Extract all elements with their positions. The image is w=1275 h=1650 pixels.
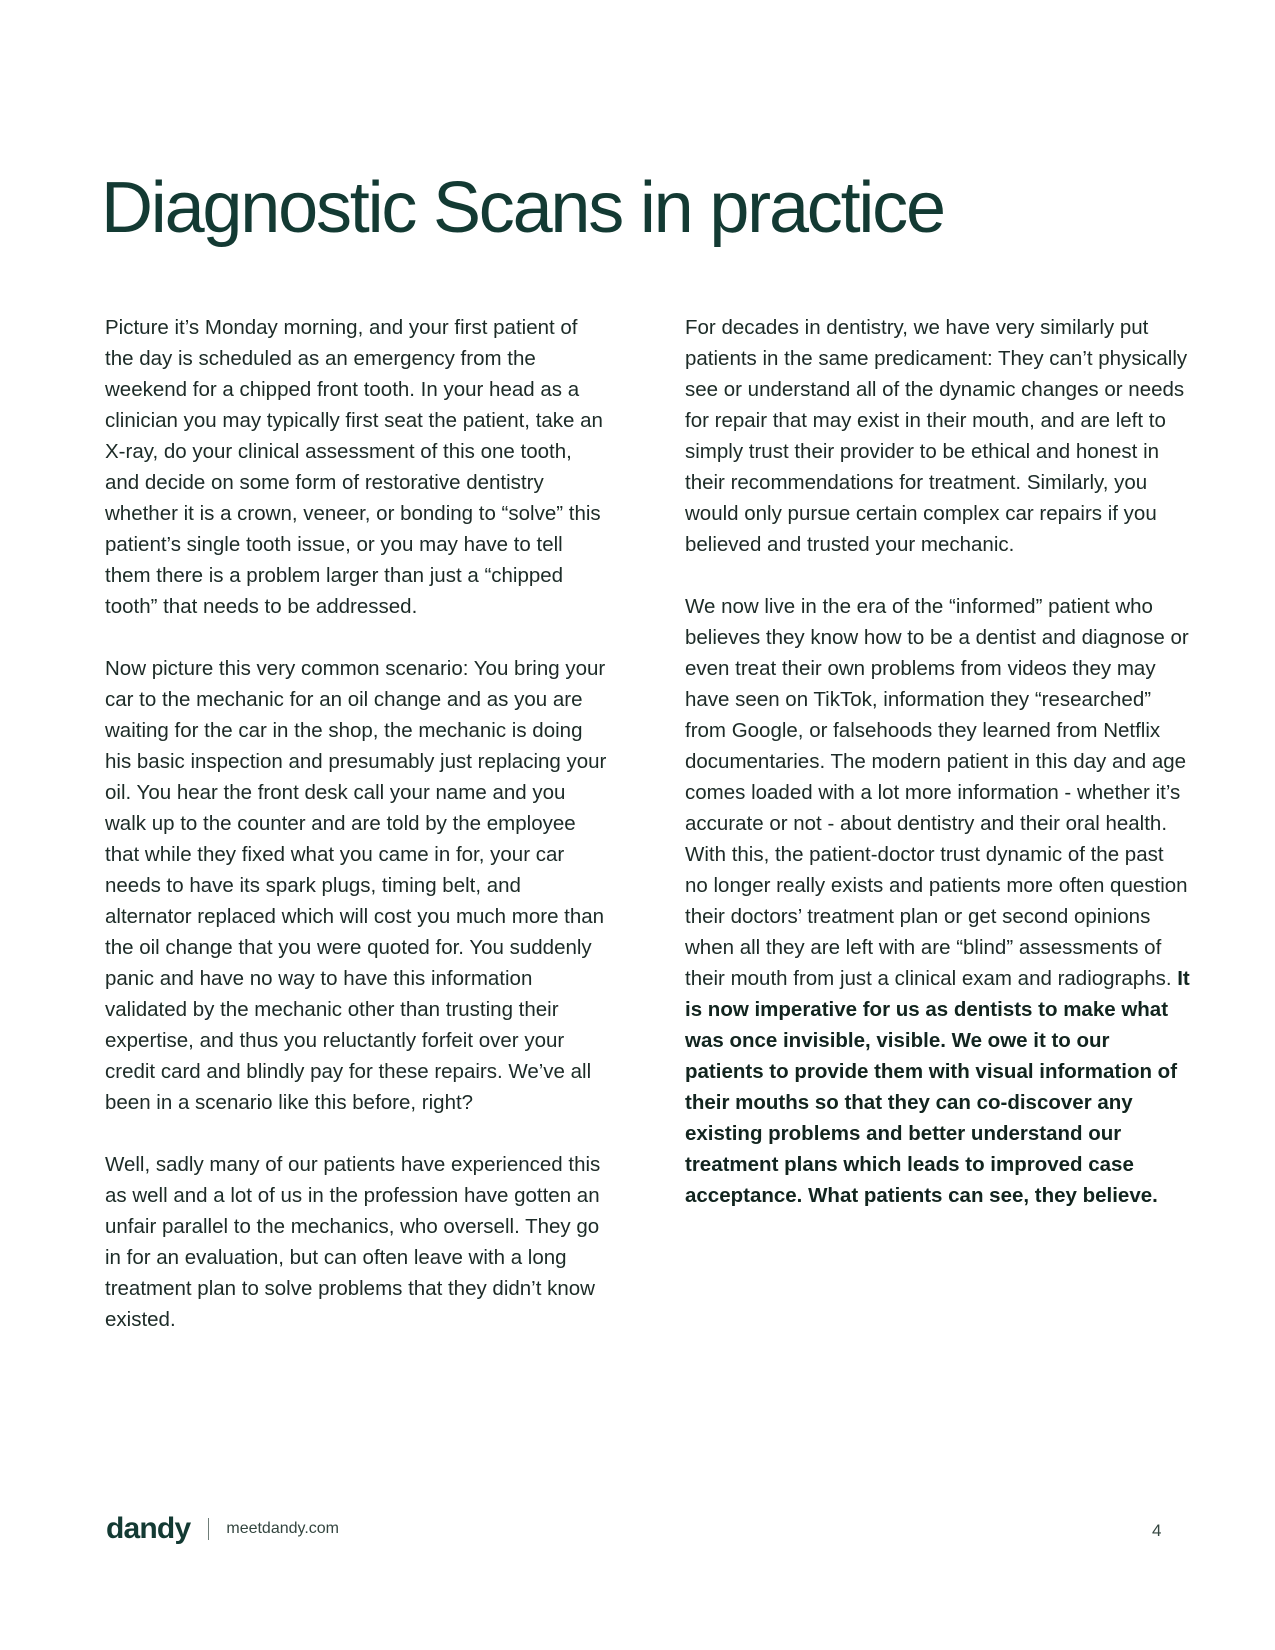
paragraph-mechanic-scenario: Now picture this very common scenario: You bring your car to the mechanic for an oil change and as you are waiting for the car in the shop, the mechanic is doing his basic inspection and presumably just replacing your oil. You hear the front desk call your name and you walk up to the counter and are told by the employee that while they fixed what you came in for, your car needs to have its spark plugs, timing belt, and alternator replaced which will cost you much more than the oil change that you were quoted for. You suddenly panic and have no way to have this information validated by the mechanic other than trusting their expertise, and thus you reluctantly forfeit over your credit card and blindly pay for these repairs. We’ve all been in a scenario like this before, right? xyxy=(105,657,607,1114)
left-column xyxy=(105,312,610,1335)
paragraph-informed-patient xyxy=(685,591,1190,1211)
key-takeaway-bold: It is now imperative for us as dentists to make what was once invisible, visible. We owe it to our patients to provide them with visual information of their mouths so that they can co-discover any existing problems and better understand our treatment plans which leads to improved case acceptance. What patients can see, they believe. xyxy=(685,967,1190,1207)
footer xyxy=(106,1514,339,1544)
paragraph-monday-morning: Picture it’s Monday morning, and your first patient of the day is scheduled as an emergency from the weekend for a chipped front tooth. In your head as a clinician you may typically first seat the patient, take an X-ray, do your clinical assessment of this one tooth, and decide on some form of restorative dentistry whether it is a crown, veneer, or bonding to “solve” this patient’s single tooth issue, or you may have to tell them there is a problem larger than just a “chipped tooth” that needs to be addressed. xyxy=(105,316,603,618)
website-link[interactable]: meetdandy.com xyxy=(226,1520,340,1537)
right-column xyxy=(685,312,1190,1211)
page-title: Diagnostic Scans in practice xyxy=(101,168,944,248)
page-number: 4 xyxy=(1152,1521,1162,1540)
footer-divider xyxy=(208,1518,209,1540)
informed-patient-text: We now live in the era of the “informed” patient who believes they know how to be a dentist and diagnose or even treat their own problems from videos they may have seen on TikTok, information they “researched” from Google, or falsehoods they learned from Netflix documentaries. The modern patient in this day and age comes loaded with a lot more information - whether it’s accurate or not - about dentistry and their oral health. With this, the patient-doctor trust dynamic of the past no longer really exists and patients more often question their doctors’ treatment plan or get second opinions when all they are left with are “blind” assessments of their mouth from just a clinical exam and radiographs. xyxy=(685,595,1189,990)
dandy-logo: dandy xyxy=(106,1512,191,1545)
paragraph-unfair-parallel: Well, sadly many of our patients have experienced this as well and a lot of us in the profession have gotten an unfair parallel to the mechanics, who oversell. They go in for an evaluation, but can often leave with a long treatment plan to solve problems that they didn’t know existed. xyxy=(105,1153,601,1331)
paragraph-decades-in-dentistry: For decades in dentistry, we have very similarly put patients in the same predicament: They can’t physically see or understand all of the dynamic changes or needs for repair that may exist in their mouth, and are left to simply trust their provider to be ethical and honest in their recommendations for treatment. Similarly, you would only pursue certain complex car repairs if you believed and trusted your mechanic. xyxy=(685,316,1188,556)
